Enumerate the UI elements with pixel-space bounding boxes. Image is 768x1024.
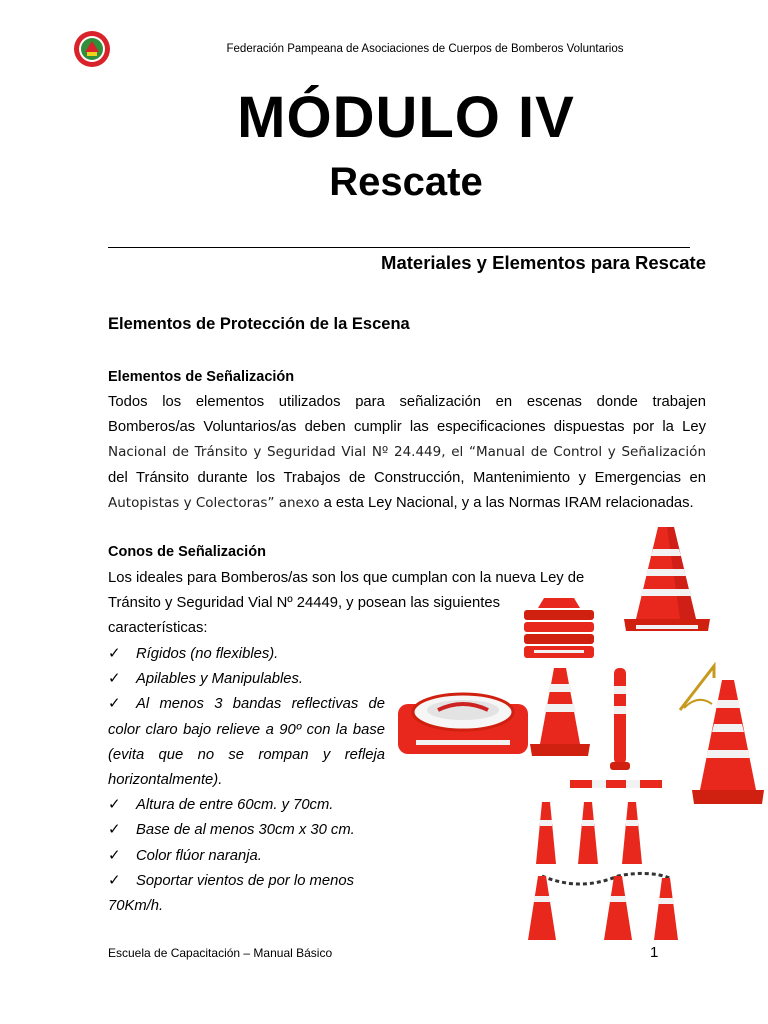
list-item-text: Al menos 3 bandas reflectivas de (136, 696, 385, 713)
list-item (108, 642, 385, 667)
conos-paragraph (108, 566, 584, 642)
list-item-line (108, 692, 385, 717)
divider-rule (108, 247, 690, 248)
list-item-text: Soportar vientos de por lo menos 70Km/h. (108, 872, 354, 915)
check-icon: ✓ (108, 671, 121, 688)
check-icon: ✓ (108, 822, 121, 839)
list-item (108, 844, 385, 869)
list-item (108, 818, 385, 843)
traffic-cone-image (530, 668, 590, 758)
paragraph-line (108, 491, 706, 516)
paragraph-line: Los ideales para Bomberos/as son los que cumplan con la nueva Ley de (108, 570, 585, 586)
stacked-cones-image (520, 598, 598, 660)
cones-with-bar-image (532, 776, 664, 870)
cone-base-image (396, 690, 530, 756)
paragraph-line: Bomberos/as Voluntarios/as deben cumplir las especificaciones dispuestas por la Ley (108, 419, 706, 436)
footer-text: Escuela de Capacitación – Manual Básico (108, 946, 333, 960)
list-item (108, 793, 385, 818)
list-item (108, 692, 385, 793)
traffic-cone-image (622, 527, 712, 635)
list-item-line: horizontalmente). (108, 772, 223, 789)
cones-with-chain-image (530, 872, 680, 946)
list-item (108, 667, 385, 692)
section-title: Materiales y Elementos para Rescate (381, 252, 706, 273)
paragraph-line: características: (108, 620, 208, 637)
paragraph-line-part: Autopistas y Colectoras” anexo (108, 494, 320, 511)
paragraph-line: Todos los elementos utilizados para señalización en escenas donde trabajen (108, 394, 706, 410)
module-subtitle: Rescate (329, 160, 483, 204)
heading-conos: Conos de Señalización (108, 544, 266, 560)
delineator-post-image (608, 668, 632, 772)
page-number: 1 (650, 944, 659, 961)
list-item-text: Altura de entre 60cm. y 70cm. (136, 797, 334, 814)
paragraph-line-part: a esta Ley Nacional, y a las Normas IRAM relacionadas. (319, 494, 694, 511)
module-title: MÓDULO IV (237, 85, 575, 150)
check-icon: ✓ (108, 872, 121, 889)
list-item-text: Rígidos (no flexibles). (136, 646, 279, 662)
list-item-line: (evita que no se rompan y refleja (108, 746, 385, 763)
list-item-text: Color flúor naranja. (136, 847, 262, 864)
list-item-text: Base de al menos 30cm x 30 cm. (136, 822, 355, 839)
list-item-text: Apilables y Manipulables. (136, 671, 303, 688)
header-organization: Federación Pampeana de Asociaciones de Cuerpos de Bomberos Voluntarios (226, 43, 624, 55)
check-icon: ✓ (108, 646, 121, 662)
conos-bullet-list (108, 642, 385, 919)
list-item-line: color claro bajo relieve a 90º con la base (108, 721, 385, 738)
list-item (108, 869, 385, 919)
check-icon: ✓ (108, 696, 121, 713)
check-icon: ✓ (108, 847, 121, 864)
heading-senalizacion: Elementos de Señalización (108, 369, 295, 385)
check-icon: ✓ (108, 797, 121, 814)
paragraph-line: Tránsito y Seguridad Vial Nº 24449, y posean las siguientes (108, 595, 501, 612)
paragraph-line: Nacional de Tránsito y Seguridad Vial Nº 24.449, el “Manual de Control y Señalización (108, 444, 706, 461)
heading-proteccion: Elementos de Protección de la Escena (108, 315, 410, 333)
traffic-cone-image (676, 664, 766, 808)
paragraph-line: del Tránsito durante los Trabajos de Construcción, Mantenimiento y Emergencias en (108, 469, 706, 486)
senalizacion-paragraph (108, 390, 706, 516)
